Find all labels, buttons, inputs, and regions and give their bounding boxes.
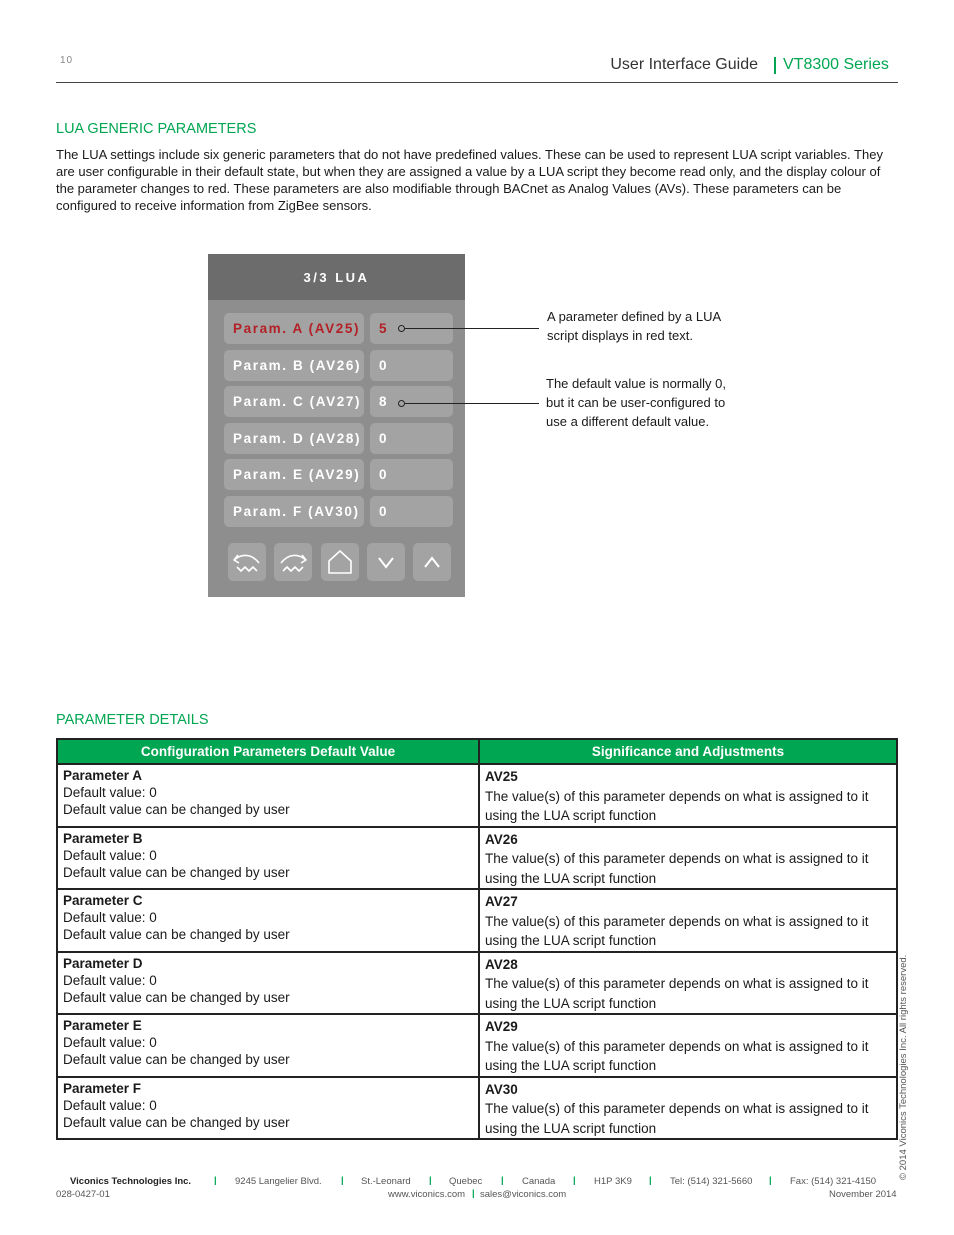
significance-text: The value(s) of this parameter depends on what is assigned to it using the LUA script function (485, 976, 869, 1011)
home-button[interactable] (321, 543, 359, 581)
default-note: Default value can be changed by user (63, 864, 290, 880)
significance-cell (479, 1077, 897, 1140)
default-value: Default value: 0 (63, 1035, 157, 1050)
parameter-name: Parameter A (63, 768, 143, 783)
down-button[interactable] (367, 543, 405, 581)
default-note: Default value can be changed by user (63, 1052, 290, 1067)
callout-line-red-param (405, 328, 539, 329)
column-header: Significance and Adjustments (479, 739, 897, 764)
table-header-row (57, 739, 897, 764)
up-arrow-icon (413, 543, 451, 581)
series-title: VT8300 Series (783, 56, 889, 73)
footer-separator: | (769, 1175, 772, 1186)
param-value[interactable]: 0 (370, 350, 453, 381)
param-label: Param. B (AV26) (224, 350, 364, 381)
param-label: Param. D (AV28) (224, 423, 364, 454)
footer-city: St.-Leonard (361, 1176, 411, 1187)
default-value: Default value: 0 (63, 910, 157, 925)
default-note: Default value can be changed by user (63, 927, 290, 942)
callout-default-value: The default value is normally 0, but it can be user-configured to use a different default value. (546, 376, 726, 429)
default-note: Default value can be changed by user (63, 802, 290, 817)
intro-paragraph: The LUA settings include six generic parameters that do not have predefined values. These can be used to represent LUA script variables. They are user configurable in their default state, but when they are assigned a value by a LUA script they become read only, and the display colour of the parameter changes to red. These parameters are also modifiable through BACnet as Analog Values (AVs). These parameters can be configured to receive information from ZigBee sensors. (56, 147, 883, 213)
forward-icon (274, 543, 312, 581)
table-row (57, 952, 897, 1015)
down-arrow-icon (367, 543, 405, 581)
param-value[interactable]: 0 (370, 423, 453, 454)
analog-value-id: AV26 (485, 831, 518, 847)
significance-cell (479, 764, 897, 827)
header-divider (774, 57, 776, 74)
footer-province: Quebec (449, 1176, 483, 1187)
home-icon (321, 543, 359, 581)
footer-postal: H1P 3K9 (594, 1176, 632, 1187)
thermostat-screen (208, 254, 465, 597)
section-title-details: PARAMETER DETAILS (56, 712, 209, 728)
footer-country: Canada (522, 1176, 556, 1187)
significance-text: The value(s) of this parameter depends on what is assigned to it using the LUA script function (485, 1101, 869, 1136)
back-button[interactable] (228, 543, 266, 581)
significance-text: The value(s) of this parameter depends on what is assigned to it using the LUA script function (485, 851, 869, 886)
footer-separator: | (472, 1188, 475, 1199)
header-rule (56, 82, 898, 83)
page-number: 10 (60, 55, 74, 66)
default-value: Default value: 0 (63, 972, 157, 988)
default-note: Default value can be changed by user (63, 1114, 290, 1130)
table-row (57, 1077, 897, 1140)
significance-text: The value(s) of this parameter depends on what is assigned to it using the LUA script function (485, 913, 869, 948)
footer-fax: Fax: (514) 321-4150 (790, 1176, 877, 1187)
param-label: Param. C (AV27) (224, 386, 364, 417)
parameter-table (56, 738, 898, 1140)
param-label: Param. A (AV25) (224, 313, 364, 344)
guide-title: User Interface Guide (610, 56, 758, 73)
parameter-name: Parameter E (63, 1018, 142, 1033)
screen-title: 3/3 LUA (208, 254, 465, 300)
footer-address: 9245 Langelier Blvd. (235, 1176, 322, 1187)
table-row (57, 764, 897, 827)
table-row (57, 889, 897, 952)
footer-separator: | (429, 1175, 432, 1186)
parameter-name: Parameter C (63, 893, 143, 908)
significance-cell (479, 827, 897, 890)
callout-line-default-value (405, 403, 539, 404)
footer-email-link[interactable]: sales@viconics.com (480, 1189, 567, 1200)
analog-value-id: AV27 (485, 894, 518, 909)
forward-button[interactable] (274, 543, 312, 581)
parameter-name: Parameter D (63, 955, 143, 971)
copyright-notice: © 2014 Viconics Technologies Inc. All rights reserved. (898, 954, 909, 1180)
back-icon (228, 543, 266, 581)
table-row (57, 827, 897, 890)
footer-separator: | (649, 1175, 652, 1186)
callout-marker-red-param (398, 325, 405, 332)
param-value[interactable]: 8 (370, 386, 453, 417)
footer-separator: | (341, 1175, 344, 1186)
column-header: Configuration Parameters Default Value (57, 739, 479, 764)
param-label: Param. F (AV30) (224, 496, 364, 527)
param-value[interactable]: 0 (370, 459, 453, 490)
footer-company: Viconics Technologies Inc. (70, 1176, 192, 1187)
config-cell (57, 764, 479, 827)
default-value: Default value: 0 (63, 847, 157, 863)
footer-separator: | (501, 1175, 504, 1186)
footer-separator: | (573, 1175, 576, 1186)
section-title-lua: LUA GENERIC PARAMETERS (56, 121, 257, 137)
up-button[interactable] (413, 543, 451, 581)
analog-value-id: AV30 (485, 1081, 518, 1097)
significance-text: The value(s) of this parameter depends on what is assigned to it using the LUA script function (485, 1038, 869, 1073)
config-cell (57, 1014, 479, 1077)
footer-separator: | (214, 1175, 217, 1186)
analog-value-id: AV29 (485, 1019, 518, 1034)
param-value[interactable]: 5 (370, 313, 453, 344)
analog-value-id: AV25 (485, 769, 518, 784)
callout-marker-default-value (398, 400, 405, 407)
param-value[interactable]: 0 (370, 496, 453, 527)
parameter-name: Parameter B (63, 830, 143, 846)
significance-text: The value(s) of this parameter depends on what is assigned to it using the LUA script function (485, 788, 869, 823)
table-row (57, 1014, 897, 1077)
config-cell (57, 1077, 479, 1140)
default-value: Default value: 0 (63, 785, 157, 800)
config-cell (57, 827, 479, 890)
significance-cell (479, 889, 897, 952)
analog-value-id: AV28 (485, 956, 518, 972)
default-value: Default value: 0 (63, 1097, 157, 1113)
config-cell (57, 889, 479, 952)
significance-cell (479, 952, 897, 1015)
param-label: Param. E (AV29) (224, 459, 364, 490)
footer-doc-number: 028-0427-01 (56, 1189, 110, 1200)
config-cell (57, 952, 479, 1015)
callout-red-param: A parameter defined by a LUA script displays in red text. (547, 309, 721, 343)
parameter-name: Parameter F (63, 1080, 142, 1096)
default-note: Default value can be changed by user (63, 989, 290, 1005)
significance-cell (479, 1014, 897, 1077)
footer-tel: Tel: (514) 321-5660 (670, 1176, 753, 1187)
footer-date: November 2014 (829, 1189, 897, 1200)
footer-website-link[interactable]: www.viconics.com (388, 1189, 466, 1200)
